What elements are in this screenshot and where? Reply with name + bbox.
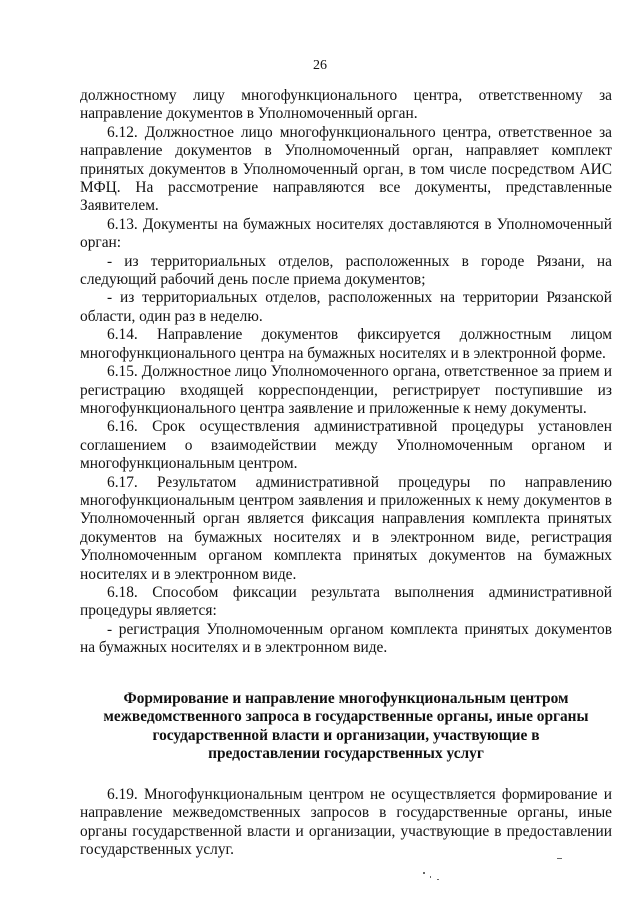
paragraph-6-17: 6.17. Результатом административной процедуры по направлению многофункциональным центром заявления и приложенных к нему документов в Уполномоченный орган является фиксация направления комплекта принятых документов на бумажных носителях и в электронном виде, регистрация Уполномоченным органом комплекта принятых документов на бумажных носителях и в электронном виде. bbox=[80, 473, 612, 583]
scan-speck bbox=[423, 872, 425, 874]
page-number: 26 bbox=[313, 58, 327, 73]
paragraph-6-12: 6.12. Должностное лицо многофункционального центра, ответственное за направление документов в Уполномоченный орган, направляет комплект принятых документов в Уполномоченный орган, в том числе посредством АИС МФЦ. На рассмотрение направляются все документы, представленные Заявителем. bbox=[80, 123, 612, 215]
paragraph-6-19: 6.19. Многофункциональным центром не осуществляется формирование и направление межведомственных запросов в государственные органы, иные органы государственной власти и организации, участвующие в предоставлении государственных услуг. bbox=[80, 785, 612, 859]
scan-speck bbox=[430, 876, 431, 878]
paragraph-6-15: 6.15. Должностное лицо Уполномоченного органа, ответственное за прием и регистрацию входящей корреспонденции, регистрирует поступившие из многофункционального центра заявление и приложенные к нему документы. bbox=[80, 363, 612, 417]
list-item-registration: - регистрация Уполномоченным органом комплекта принятых документов на бумажных носителях и в электронном виде. bbox=[80, 620, 612, 657]
paragraph-continuation: должностному лицу многофункционального центра, ответственному за направление документов в Уполномоченный орган. bbox=[80, 87, 612, 123]
list-item-ryazan-city: - из территориальных отделов, расположенных в городе Рязани, на следующий рабочий день после приема документов; bbox=[80, 252, 612, 289]
paragraph-6-14: 6.14. Направление документов фиксируется должностным лицом многофункционального центра на бумажных носителях и в электронной форме. bbox=[80, 326, 612, 362]
section-heading: Формирование и направление многофункциональным центром межведомственного запроса в государственные органы, иные органы государственной власти и организации, участвующие в предоставлении государственных услуг bbox=[103, 689, 589, 763]
document-body bbox=[80, 87, 612, 860]
paragraph-6-16: 6.16. Срок осуществления административной процедуры установлен соглашением о взаимодействии между Уполномоченным органом и многофункциональным центром. bbox=[80, 418, 612, 473]
paragraph-6-18: 6.18. Способом фиксации результата выполнения административной процедуры является: bbox=[80, 583, 612, 620]
scan-speck bbox=[557, 858, 562, 859]
scan-speck bbox=[437, 879, 439, 880]
list-item-ryazan-region: - из территориальных отделов, расположенных на территории Рязанской области, один раз в неделю. bbox=[80, 289, 612, 325]
paragraph-6-13: 6.13. Документы на бумажных носителях доставляются в Уполномоченный орган: bbox=[80, 215, 612, 252]
